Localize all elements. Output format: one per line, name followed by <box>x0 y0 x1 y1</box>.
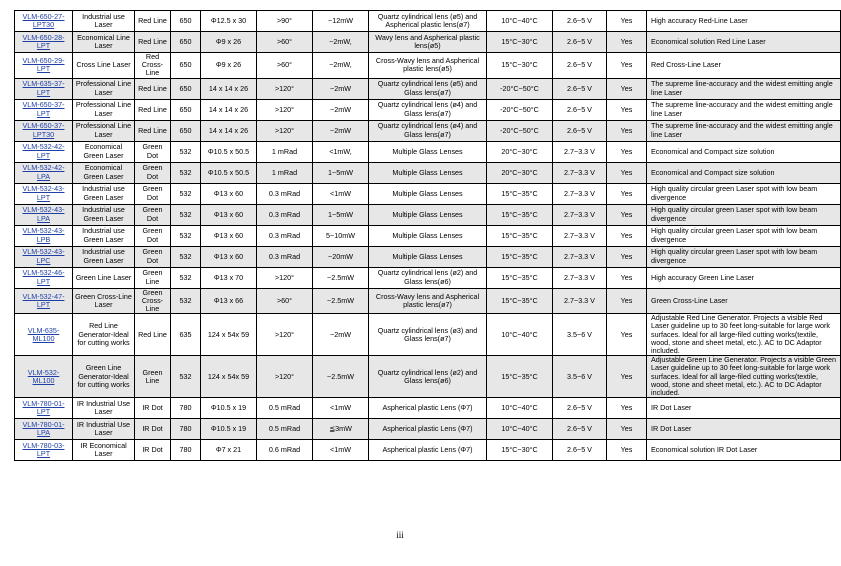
voltage-cell: 2.6~5 V <box>553 32 607 53</box>
lens-cell: Multiple Glass Lenses <box>369 141 487 162</box>
color-cell: Green Line <box>135 267 171 288</box>
color-cell: Red Line <box>135 120 171 141</box>
divergence-cell: 0.5 mRad <box>257 398 313 419</box>
temperature-cell: 10°C~40°C <box>487 314 553 356</box>
table-body <box>15 11 841 461</box>
page-number: iii <box>396 530 404 540</box>
type-cell: Red Line Generator-Ideal for cutting works <box>73 314 135 356</box>
wavelength-cell: 532 <box>171 288 201 314</box>
divergence-cell: 0.3 mRad <box>257 246 313 267</box>
description-cell: Economical solution IR Dot Laser <box>647 440 841 461</box>
power-cell: ~2mW, <box>313 53 369 79</box>
model-link[interactable]: VLM-532-43-LPB <box>22 226 65 244</box>
table-row <box>15 356 841 398</box>
model-cell <box>15 183 73 204</box>
power-cell: <1mW, <box>313 141 369 162</box>
temperature-cell: 15°C~35°C <box>487 288 553 314</box>
lens-cell: Quartz cylindrical lens (ø4) and Glass lens(ø7) <box>369 99 487 120</box>
certification-cell: Yes <box>607 225 647 246</box>
table-row <box>15 53 841 79</box>
color-cell: Green Dot <box>135 246 171 267</box>
color-cell: Green Dot <box>135 204 171 225</box>
color-cell: Red Line <box>135 11 171 32</box>
lens-cell: Aspherical plastic Lens (Φ7) <box>369 440 487 461</box>
temperature-cell: 15°C~30°C <box>487 32 553 53</box>
model-link[interactable]: VLM-635-ML100 <box>27 325 60 343</box>
description-cell: Economical solution Red Line Laser <box>647 32 841 53</box>
table-row <box>15 398 841 419</box>
model-link[interactable]: VLM-650-37-LPT30 <box>22 121 65 139</box>
size-cell: Φ10.5 x 50.5 <box>201 141 257 162</box>
model-cell <box>15 120 73 141</box>
model-cell <box>15 32 73 53</box>
wavelength-cell: 780 <box>171 440 201 461</box>
color-cell: Green Dot <box>135 162 171 183</box>
certification-cell: Yes <box>607 78 647 99</box>
size-cell: Φ13 x 70 <box>201 267 257 288</box>
certification-cell: Yes <box>607 120 647 141</box>
wavelength-cell: 650 <box>171 99 201 120</box>
temperature-cell: 20°C~30°C <box>487 162 553 183</box>
table-row <box>15 288 841 314</box>
type-cell: Professional Line Laser <box>73 78 135 99</box>
lens-cell: Cross-Wavy lens and Aspherical plastic lens(ø7) <box>369 288 487 314</box>
model-link[interactable]: VLM-532-43-LPA <box>22 205 65 223</box>
power-cell: ~2mW <box>313 120 369 141</box>
divergence-cell: 0.3 mRad <box>257 204 313 225</box>
model-link[interactable]: VLM-650-37-LPT <box>22 100 65 118</box>
wavelength-cell: 650 <box>171 53 201 79</box>
voltage-cell: 2.7~3.3 V <box>553 246 607 267</box>
size-cell: Φ13 x 60 <box>201 246 257 267</box>
description-cell: High quality circular green Laser spot with low beam divergence <box>647 204 841 225</box>
color-cell: IR Dot <box>135 440 171 461</box>
temperature-cell: 15°C~30°C <box>487 440 553 461</box>
lens-cell: Aspherical plastic Lens (Φ7) <box>369 419 487 440</box>
temperature-cell: 20°C~30°C <box>487 141 553 162</box>
table-row <box>15 162 841 183</box>
type-cell: Industrial use Green Laser <box>73 183 135 204</box>
model-cell <box>15 162 73 183</box>
lens-cell: Quartz cylindrical lens (ø2) and Glass lens(ø6) <box>369 356 487 398</box>
power-cell: <1mW <box>313 183 369 204</box>
type-cell: Green Cross-Line Laser <box>73 288 135 314</box>
divergence-cell: 1 mRad <box>257 141 313 162</box>
certification-cell: Yes <box>607 440 647 461</box>
wavelength-cell: 650 <box>171 32 201 53</box>
size-cell: 14 x 14 x 26 <box>201 99 257 120</box>
voltage-cell: 2.6~5 V <box>553 440 607 461</box>
voltage-cell: 3.5~6 V <box>553 356 607 398</box>
temperature-cell: 15°C~35°C <box>487 356 553 398</box>
lens-cell: Quartz cylindrical lens (ø5) and Aspherical plastic lens(ø7) <box>369 11 487 32</box>
temperature-cell: 15°C~35°C <box>487 183 553 204</box>
divergence-cell: 0.3 mRad <box>257 225 313 246</box>
model-link[interactable]: VLM-532-43-LPT <box>22 184 65 202</box>
divergence-cell: 0.6 mRad <box>257 440 313 461</box>
temperature-cell: -20°C~50°C <box>487 78 553 99</box>
temperature-cell: 15°C~35°C <box>487 204 553 225</box>
temperature-cell: 15°C~35°C <box>487 246 553 267</box>
type-cell: Economical Line Laser <box>73 32 135 53</box>
voltage-cell: 2.6~5 V <box>553 11 607 32</box>
temperature-cell: -20°C~50°C <box>487 99 553 120</box>
temperature-cell: -20°C~50°C <box>487 120 553 141</box>
certification-cell: Yes <box>607 314 647 356</box>
power-cell: ~2mW <box>313 78 369 99</box>
certification-cell: Yes <box>607 162 647 183</box>
wavelength-cell: 532 <box>171 204 201 225</box>
description-cell: The supreme line-accuracy and the widest emitting angle line Laser <box>647 78 841 99</box>
color-cell: IR Dot <box>135 398 171 419</box>
voltage-cell: 2.6~5 V <box>553 398 607 419</box>
temperature-cell: 10°C~40°C <box>487 398 553 419</box>
type-cell: IR Economical Laser <box>73 440 135 461</box>
size-cell: Φ13 x 60 <box>201 204 257 225</box>
temperature-cell: 15°C~35°C <box>487 267 553 288</box>
certification-cell: Yes <box>607 356 647 398</box>
size-cell: 124 x 54x 59 <box>201 314 257 356</box>
color-cell: Green Cross-Line <box>135 288 171 314</box>
laser-spec-table <box>14 10 841 461</box>
description-cell: High quality circular green Laser spot with low beam divergence <box>647 246 841 267</box>
wavelength-cell: 650 <box>171 120 201 141</box>
size-cell: Φ13 x 60 <box>201 183 257 204</box>
lens-cell: Multiple Glass Lenses <box>369 204 487 225</box>
divergence-cell: >90° <box>257 11 313 32</box>
voltage-cell: 2.6~5 V <box>553 53 607 79</box>
lens-cell: Multiple Glass Lenses <box>369 183 487 204</box>
color-cell: Green Line <box>135 356 171 398</box>
power-cell: ~12mW <box>313 11 369 32</box>
type-cell: Professional Line Laser <box>73 120 135 141</box>
voltage-cell: 2.7~3.3 V <box>553 204 607 225</box>
model-link[interactable]: VLM-780-01-LPA <box>22 420 65 438</box>
color-cell: Green Dot <box>135 183 171 204</box>
description-cell: High accuracy Green Line Laser <box>647 267 841 288</box>
model-cell <box>15 398 73 419</box>
model-link[interactable]: VLM-650-28-LPT <box>22 32 65 50</box>
model-cell <box>15 314 73 356</box>
color-cell: IR Dot <box>135 419 171 440</box>
model-link[interactable]: VLM-650-27-LPT30 <box>22 11 65 29</box>
type-cell: Industrial use Laser <box>73 11 135 32</box>
wavelength-cell: 780 <box>171 398 201 419</box>
description-cell: Economical and Compact size solution <box>647 162 841 183</box>
color-cell: Green Dot <box>135 225 171 246</box>
table-row <box>15 120 841 141</box>
divergence-cell: >60° <box>257 288 313 314</box>
voltage-cell: 3.5~6 V <box>553 314 607 356</box>
wavelength-cell: 532 <box>171 246 201 267</box>
temperature-cell: 10°C~40°C <box>487 11 553 32</box>
model-cell <box>15 204 73 225</box>
lens-cell: Cross-Wavy lens and Aspherical plastic lens(ø5) <box>369 53 487 79</box>
description-cell: IR Dot Laser <box>647 419 841 440</box>
certification-cell: Yes <box>607 32 647 53</box>
certification-cell: Yes <box>607 11 647 32</box>
size-cell: Φ7 x 21 <box>201 440 257 461</box>
wavelength-cell: 780 <box>171 419 201 440</box>
size-cell: Φ13 x 60 <box>201 225 257 246</box>
description-cell: High accuracy Red-Line Laser <box>647 11 841 32</box>
model-link[interactable]: VLM-780-01-LPT <box>22 399 65 417</box>
model-link[interactable]: VLM-532-43-LPC <box>22 247 65 265</box>
table-row <box>15 78 841 99</box>
certification-cell: Yes <box>607 141 647 162</box>
table-row <box>15 32 841 53</box>
divergence-cell: >120° <box>257 78 313 99</box>
power-cell: ~2mW <box>313 314 369 356</box>
description-cell: IR Dot Laser <box>647 398 841 419</box>
size-cell: Φ9 x 26 <box>201 32 257 53</box>
voltage-cell: 2.7~3.3 V <box>553 267 607 288</box>
divergence-cell: >120° <box>257 314 313 356</box>
table-row <box>15 204 841 225</box>
certification-cell: Yes <box>607 398 647 419</box>
wavelength-cell: 532 <box>171 225 201 246</box>
power-cell: <1mW <box>313 440 369 461</box>
table-row <box>15 440 841 461</box>
divergence-cell: 0.3 mRad <box>257 183 313 204</box>
size-cell: Φ10.5 x 19 <box>201 419 257 440</box>
type-cell: Economical Green Laser <box>73 141 135 162</box>
certification-cell: Yes <box>607 53 647 79</box>
model-cell <box>15 288 73 314</box>
wavelength-cell: 532 <box>171 183 201 204</box>
voltage-cell: 2.7~3.3 V <box>553 225 607 246</box>
model-cell <box>15 53 73 79</box>
divergence-cell: >120° <box>257 267 313 288</box>
lens-cell: Quartz cylindrical lens (ø4) and Glass lens(ø7) <box>369 120 487 141</box>
divergence-cell: >120° <box>257 356 313 398</box>
table-row <box>15 141 841 162</box>
power-cell: ~2.5mW <box>313 288 369 314</box>
lens-cell: Multiple Glass Lenses <box>369 162 487 183</box>
power-cell: ~2.5mW <box>313 356 369 398</box>
size-cell: Φ10.5 x 50.5 <box>201 162 257 183</box>
model-cell <box>15 99 73 120</box>
type-cell: IR Industrial Use Laser <box>73 398 135 419</box>
type-cell: Industrial use Green Laser <box>73 246 135 267</box>
voltage-cell: 2.6~5 V <box>553 120 607 141</box>
description-cell: Green Cross-Line Laser <box>647 288 841 314</box>
power-cell: ~20mW <box>313 246 369 267</box>
temperature-cell: 10°C~40°C <box>487 419 553 440</box>
power-cell: ~2.5mW <box>313 267 369 288</box>
certification-cell: Yes <box>607 204 647 225</box>
power-cell: <1mW <box>313 398 369 419</box>
power-cell: ~2mW, <box>313 32 369 53</box>
model-link[interactable]: VLM-780-03-LPT <box>22 441 65 459</box>
wavelength-cell: 650 <box>171 11 201 32</box>
size-cell: Φ9 x 26 <box>201 53 257 79</box>
model-link[interactable]: VLM-532-46-LPT <box>22 268 65 286</box>
lens-cell: Aspherical plastic Lens (Φ7) <box>369 398 487 419</box>
type-cell: Economical Green Laser <box>73 162 135 183</box>
table-row <box>15 246 841 267</box>
model-cell <box>15 11 73 32</box>
voltage-cell: 2.6~5 V <box>553 78 607 99</box>
table-row <box>15 419 841 440</box>
type-cell: Cross Line Laser <box>73 53 135 79</box>
model-cell <box>15 246 73 267</box>
table-row <box>15 183 841 204</box>
wavelength-cell: 635 <box>171 314 201 356</box>
table-row <box>15 314 841 356</box>
color-cell: Red Line <box>135 99 171 120</box>
certification-cell: Yes <box>607 288 647 314</box>
power-cell: 1~5mW <box>313 162 369 183</box>
power-cell: 5~10mW <box>313 225 369 246</box>
type-cell: Professional Line Laser <box>73 99 135 120</box>
model-cell <box>15 419 73 440</box>
lens-cell: Quartz cylindrical lens (ø2) and Glass lens(ø6) <box>369 267 487 288</box>
model-cell <box>15 267 73 288</box>
model-cell <box>15 141 73 162</box>
lens-cell: Quartz cylindrical lens (ø5) and Glass lens(ø7) <box>369 78 487 99</box>
description-cell: Adjustable Red Line Generator. Projects a visible Red Laser guideline up to 30 feet long-suitable for large work surfaces. Ideal for all large-filed cutting works(textile, wood, stone and sheet metal, etc.). AC to DC Adaptor included. <box>647 314 841 356</box>
power-cell: ≦3mW <box>313 419 369 440</box>
type-cell: Green Line Laser <box>73 267 135 288</box>
color-cell: Red Line <box>135 32 171 53</box>
color-cell: Red Line <box>135 314 171 356</box>
model-cell <box>15 356 73 398</box>
size-cell: 14 x 14 x 26 <box>201 120 257 141</box>
certification-cell: Yes <box>607 419 647 440</box>
type-cell: Green Line Generator-Ideal for cutting works <box>73 356 135 398</box>
size-cell: 124 x 54x 59 <box>201 356 257 398</box>
lens-cell: Wavy lens and Aspherical plastic lens(ø5) <box>369 32 487 53</box>
description-cell: The supreme line-accuracy and the widest emitting angle line Laser <box>647 120 841 141</box>
voltage-cell: 2.6~5 V <box>553 99 607 120</box>
size-cell: Φ10.5 x 19 <box>201 398 257 419</box>
certification-cell: Yes <box>607 267 647 288</box>
color-cell: Red Line <box>135 78 171 99</box>
table-row <box>15 11 841 32</box>
divergence-cell: 1 mRad <box>257 162 313 183</box>
size-cell: Φ12.5 x 30 <box>201 11 257 32</box>
certification-cell: Yes <box>607 246 647 267</box>
power-cell: 1~5mW <box>313 204 369 225</box>
voltage-cell: 2.7~3.3 V <box>553 183 607 204</box>
size-cell: 14 x 14 x 26 <box>201 78 257 99</box>
description-cell: High quality circular green Laser spot with low beam divergence <box>647 183 841 204</box>
certification-cell: Yes <box>607 99 647 120</box>
divergence-cell: >120° <box>257 99 313 120</box>
table-row <box>15 99 841 120</box>
wavelength-cell: 650 <box>171 78 201 99</box>
temperature-cell: 15°C~35°C <box>487 225 553 246</box>
model-link[interactable]: VLM-635-37-LPT <box>22 79 65 97</box>
divergence-cell: >120° <box>257 120 313 141</box>
size-cell: Φ13 x 66 <box>201 288 257 314</box>
voltage-cell: 2.7~3.3 V <box>553 288 607 314</box>
wavelength-cell: 532 <box>171 356 201 398</box>
description-cell: High quality circular green Laser spot with low beam divergence <box>647 225 841 246</box>
voltage-cell: 2.7~3.3 V <box>553 141 607 162</box>
voltage-cell: 2.6~5 V <box>553 419 607 440</box>
divergence-cell: >60° <box>257 53 313 79</box>
lens-cell: Quartz cylindrical lens (ø3) and Glass lens(ø7) <box>369 314 487 356</box>
type-cell: Industrial use Green Laser <box>73 225 135 246</box>
type-cell: IR Industrial Use Laser <box>73 419 135 440</box>
description-cell: The supreme line-accuracy and the widest emitting angle line Laser <box>647 99 841 120</box>
lens-cell: Multiple Glass Lenses <box>369 225 487 246</box>
description-cell: Economical and Compact size solution <box>647 141 841 162</box>
table-row <box>15 267 841 288</box>
description-cell: Red Cross-Line Laser <box>647 53 841 79</box>
wavelength-cell: 532 <box>171 162 201 183</box>
description-cell: Adjustable Green Line Generator. Projects a visible Green Laser guideline up to 30 feet long-suitable for large work surfaces. Ideal for all large-filed cutting works(textile, wood, stone and sheet metal, etc.). AC to DC Adaptor included. <box>647 356 841 398</box>
model-link[interactable]: VLM-650-29-LPT <box>22 56 65 74</box>
wavelength-cell: 532 <box>171 141 201 162</box>
divergence-cell: >60° <box>257 32 313 53</box>
model-link[interactable]: VLM-532-47-LPT <box>22 291 65 309</box>
wavelength-cell: 532 <box>171 267 201 288</box>
certification-cell: Yes <box>607 183 647 204</box>
color-cell: Green Dot <box>135 141 171 162</box>
model-cell <box>15 225 73 246</box>
color-cell: Red Cross-Line <box>135 53 171 79</box>
model-link[interactable]: VLM-532-ML100 <box>27 367 60 385</box>
power-cell: ~2mW <box>313 99 369 120</box>
type-cell: Industrial use Green Laser <box>73 204 135 225</box>
model-cell <box>15 440 73 461</box>
lens-cell: Multiple Glass Lenses <box>369 246 487 267</box>
table-row <box>15 225 841 246</box>
voltage-cell: 2.7~3.3 V <box>553 162 607 183</box>
model-cell <box>15 78 73 99</box>
model-link[interactable]: VLM-532-42-LPA <box>22 163 65 181</box>
divergence-cell: 0.5 mRad <box>257 419 313 440</box>
model-link[interactable]: VLM-532-42-LPT <box>22 142 65 160</box>
temperature-cell: 15°C~30°C <box>487 53 553 79</box>
